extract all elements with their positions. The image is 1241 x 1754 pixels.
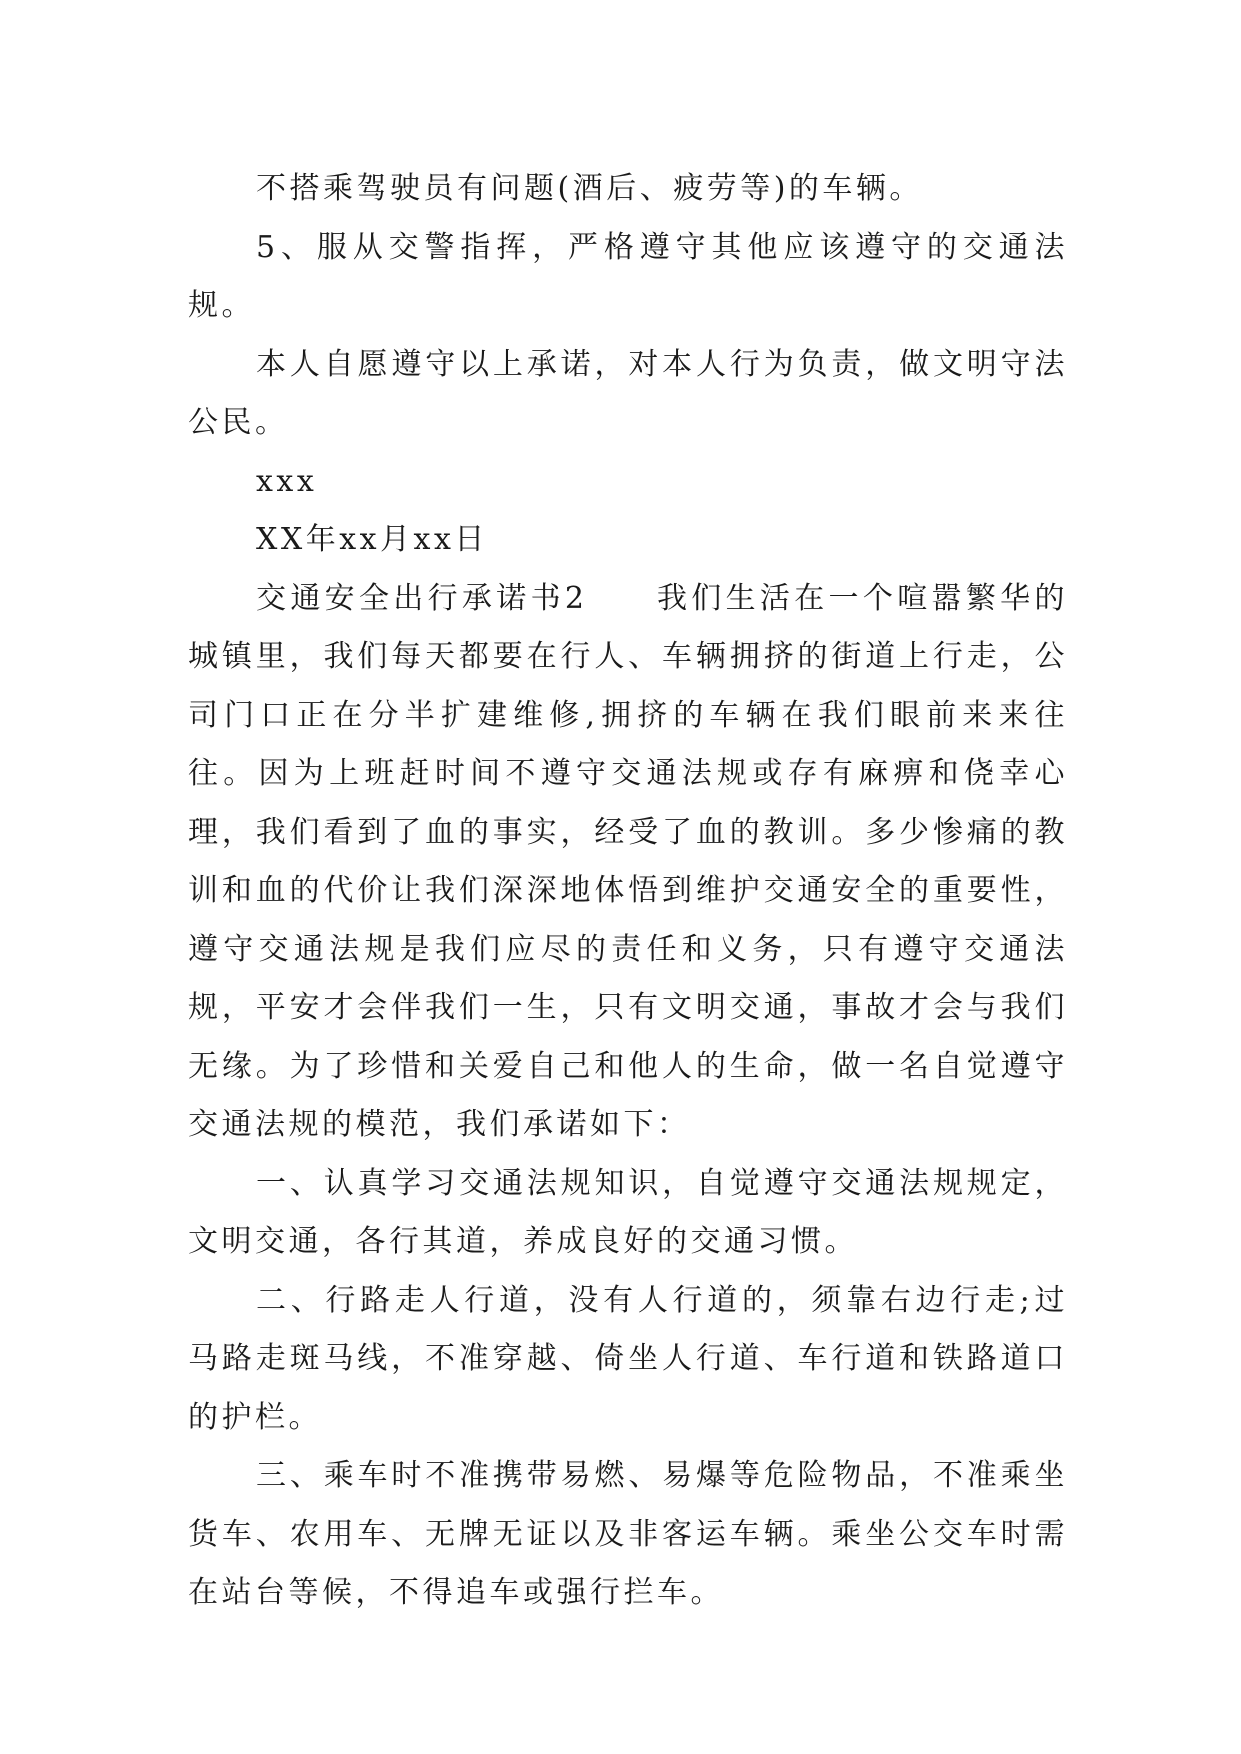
signature-date: XX年xx月xx日 xyxy=(256,522,488,557)
paragraph-item-2: 二、行路走人行道，没有人行道的，须靠右边行走;过马路走斑马线，不准穿越、倚坐人行道、车行道和铁路道口的护栏。 xyxy=(188,1282,1068,1435)
signature-name: xxx xyxy=(256,463,318,499)
paragraph-item-3: 三、乘车时不准携带易燃、易爆等危险物品，不准乘坐货车、农用车、无牌无证以及非客运车辆。乘坐公交车时需在站台等候，不得追车或强行拦车。 xyxy=(188,1458,1068,1610)
paragraph-item-1: 一、认真学习交通法规知识，自觉遵守交通法规规定，文明交通，各行其道，养成良好的交通习惯。 xyxy=(188,1165,1068,1259)
paragraph-passenger-rule: 不搭乘驾驶员有问题(酒后、疲劳等)的车辆。 xyxy=(256,171,923,206)
paragraph-pledge-2-intro: 交通安全出行承诺书2 我们生活在一个喧嚣繁华的城镇里，我们每天都要在行人、车辆拥挤的街道上行走，公司门口正在分半扩建维修,拥挤的车辆在我们眼前来来往往。因为上班赶时间不遵守交通法规或存有麻痹和侥幸心理，我们看到了血的事实，经受了血的教训。多少惨痛的教训和血的代价让我们深深地体悟到维护交通安全的重要性，遵守交通法规是我们应尽的责任和义务，只有遵守交通法规，平安才会伴我们一生，只有文明交通，事故才会与我们无缘。为了珍惜和关爱自己和他人的生命，做一名自觉遵守交通法规的模范，我们承诺如下： xyxy=(188,580,1068,1142)
document-body xyxy=(188,160,1068,1623)
paragraph-rule-5: 5、服从交警指挥，严格遵守其他应该遵守的交通法规。 xyxy=(188,229,1068,323)
paragraph-pledge-statement: 本人自愿遵守以上承诺，对本人行为负责，做文明守法公民。 xyxy=(188,346,1068,440)
